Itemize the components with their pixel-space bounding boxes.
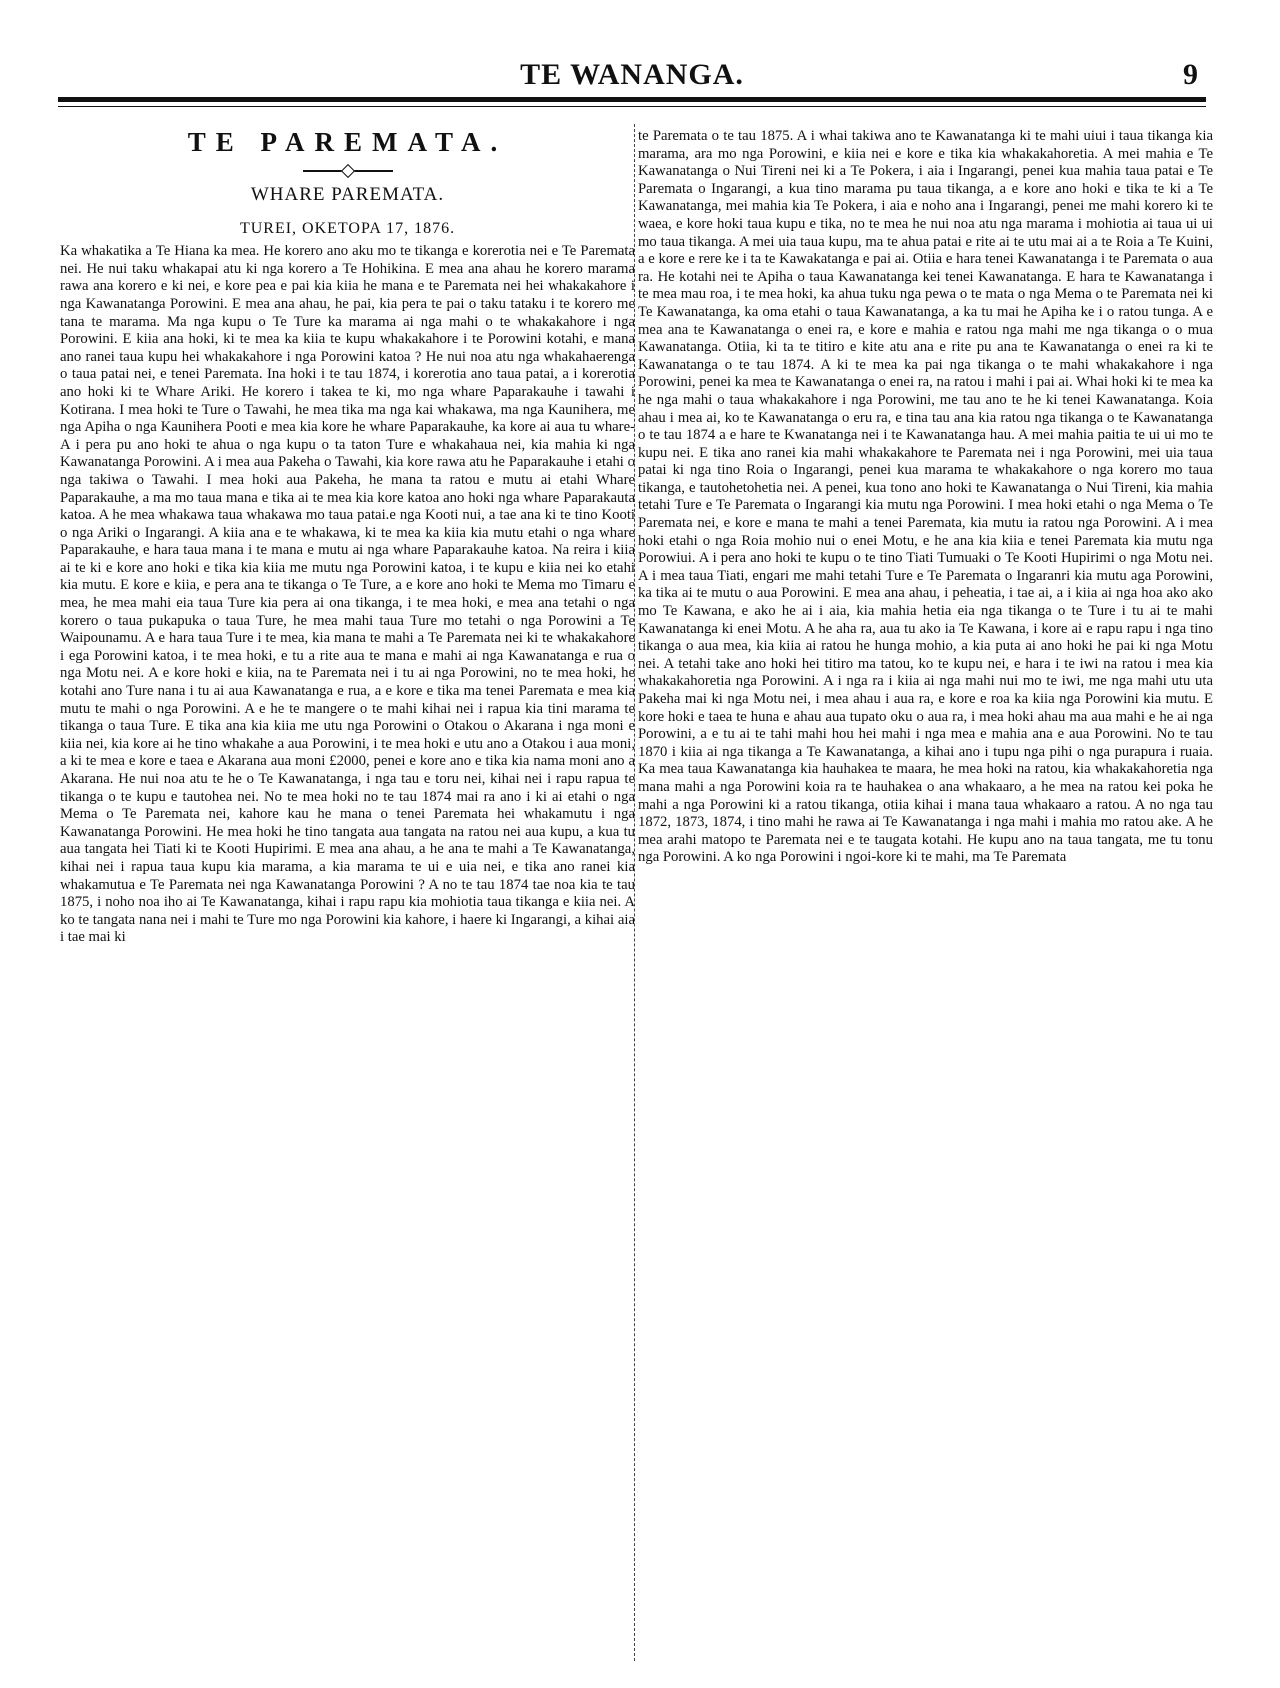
header-rule-thick: [58, 97, 1206, 102]
running-title: TE WANANGA.: [520, 58, 744, 91]
left-column: [60, 126, 635, 1661]
page-number: 9: [1183, 58, 1198, 91]
diamond-ornament-icon: [340, 164, 354, 178]
right-column-text: te Paremata o te tau 1875. A i whai takiwa ano te Kawanatanga ki te mahi uiui i taua tikanga kia marama, ara mo nga Porowini, e kiia nei e kore e tika kia whakakahoretia. A mei mahia e Te Kawanatanga o Nui Tireni nei ki a Te Pokera, i aia i Ingarangi, penei kua mahia taua patai e Te Paremata o Ingarangi, a kua tino marama pu taua tikanga, a e kore ano hoki e tika te ki a Te Kawanatanga, mei mahia kia Te Pokera, i aia e noho ana i Ingarangi, penei me mahi korero ki te waea, e kore hoki taua kupu e tika, no te mea he nui noa atu nga marama i mohiotia ai taua ui ui mo taua tikanga. A mei uia taua kupu, ma te ahua patai e rite ai te utu mai ai a te Roia a Te Kuini, a e kore e rere ke i ta te Kawakatanga e pai ai. Otiia e hara tenei Kawanatanga i te Paremata o aua ra. He kotahi nei te Apiha o taua Kawanatanga kei tenei Kawanatanga. E hara te Kawanatanga i te mea mau roa, i te mea hoki, ka ahua tuku nga pewa o te mata o nga Mema o te Paremata nei ki Te Kawanatanga, ka oma etahi o taua Kawanatanga, a ka tu mai he Apiha ke i o ratou tunga. A e mea ana te Kawanatanga o enei ra, e kore e mahia e ratou nga mahi me nga tikanga o o mua Kawanatanga. Otiia, ki ta te titiro e kite atu ana e rite pu ana te Kawanatanga o enei ra ki te Kawanatanga o te tau 1874. A ki te mea ka pai nga tikanga o te mahi whakakahore i nga Porowini, penei ka mea te Kawanatanga o enei ra, na ratou i mahi i pai ai. Whai hoki ki te mea ka he nga mahi o taua whakakahore i nga Porowini, me tau ano te he ki tenei Kawanatanga. Koia ahau i mea ai, ko te Kawanatanga o eru ra, e tina tau ana kia ratou nga tikanga o te Kawanatanga o te tau 1874 a e hare te Kwanatanga nei i te Kawanatanga hau. A mei mahia paitia te ui ui mo te kupu nei. E tika ano ranei kia mahi whakakahore te Paremata nei i nga Porowini, mei uia taua patai ki nga tino Roia o Ingarangi, penei kua marama te whakakahore o nga korero mo taua tikanga, e tautohetohetia nei. A penei, kua tono ano hoki te Kawanatanga o Nui Tireni, kia mahia tetahi Ture e Te Paremata o Ingarangi kia mutu nga Porowini. I mea hoki etahi o nga Mema o Te Paremata nei, e kore e mana te mahi a tenei Paremata, kia mutu ia ratou nga Porowini. A i mea hoki etahi o nga Roia mohio nui o enei Motu, e he ana kia kiia e tenei Paremata kia mutu nga Porowiui. A i pera ano hoki te kupu o te tino Tiati Tumuaki o Te Kooti Hupirimi o nga Motu nei. A i mea taua Tiati, engari me mahi tetahi Ture e Te Paremata o Ingaranri kia mutu aga Porowini, ka tika ai te mutu o aua Porowini. E mea ana ahau, i peheatia, i tae ai, a i kiia ai nga hoa ako ako mo Te Kawana, e ako he ai i aia, kia mahia hetia eia nga tikanga o te Ture i tu ai te mahi Kawanatanga ki enei Motu. A he aha ra, aua tu ako ia Te Kawana, i kore ai e rapu rapu i nga tino tikanga o aua mea, kia kiia ai ratou he hunga mohio, a kia puta ai ano hoki he pai ki nga Motu nei. A tetahi take ano hoki hei titiro ma tatou, ko te kupu nei, e hara i te iwi na ratou i mea kia whakakahoretia nga Porowini. A i nga ra i kiia ai nga mahi nui mo te iwi, me nga mahi utu uta Pakeha mai ki nga Motu nei, i mea ahau i aua ra, e kore e roa ka kiia nga Porowini kia mutu. E kore hoki e taea te huna e ahau aua tupato oku o aua ra, i mea hoki ahau ma aua mahi e he ai nga Porowini, a e tu ai te tahi mahi hou hei mahi i nga mea e mahia ana e aua Porowini. No te tau 1870 i kiia ai nga tikanga a Te Kawanatanga, a kihai ano i tupu nga pihi o nga purapura i ruaia. Ka mea taua Kawanatanga kia hauhakea te maara, he mea hoki na ratou, kia whakakahoretia nga mana mahi a nga Porowini koia ra te hauhakea o ana whakaaro, a he mea na ratou kei poka he mahi a nga Porowini ki a ratou tikanga, otiia kihai i mana taua whakaaro a ratou. A no nga tau 1872, 1873, 1874, i tino mahi he rawa ai Te Kawanatanga i nga mahi i mahia mo ratou ake. A he mea arahi matopo te Paremata nei e te taugata kotahi. He kupu ano na taua tangata, me tu tonu nga Porowini. A ko nga Porowini i ngoi-kore ki te mahi, ma Te Paremata: [638, 128, 1213, 866]
page-header: [58, 58, 1206, 98]
header-rule-thin: [58, 106, 1206, 107]
left-column-text: Ka whakatika a Te Hiana ka mea. He korero ano aku mo te tikanga e korerotia nei e Te Paremata nei. He nui taku whakapai atu ki nga korero a Te Hohikina. E mea ana ahau he korero marama rawa ana korero e ki nei, e kore pea e pai kia kiia he mana e te Paremata nei hei whakakahore i nga Kawanatanga Porowini. E mea ana ahau, he pai, kia pera te pai o taku tataku i te korero me tana te marama. Ma nga kupu o Te Ture ka marama ai nga mahi o te whakakahore i nga Porowini. E kiia ana hoki, ki te mea ka kiia te kupu whakakahore i te Porowini kotahi, e mana ano ranei taua kupu hei whakakahore i nga Porowini katoa ? He nui noa atu nga whakahaerenga o taua patai nei, e tenei Paremata. Ina hoki i te tau 1874, i korerotia ano taua patai, a i korerotia ano hoki ki te Whare Ariki. He korero i takea te ki, mo nga whare Paparakauhe i tawahi i Kotirana. I mea hoki te Ture o Tawahi, he mea tika ma nga kai whakawa, ma nga Kaunihera, me nga Apiha o nga Kaunihera Pooti e mea kia kore he whare Paparakauhe, ka kore ai aua tu whare- A i pera pu ano hoki te ahua o nga kupu o ta taton Ture e whakahaua nei, kia mahia ki nga Kawanatanga Porowini. A i mea aua Pakeha o Tawahi, kia kore rawa atu he Paparakauhe i etahi o nga takiwa o Tawahi. I mea hoki aua Pakeha, he mana ta ratou e mutu ai etahi Whare Paparakauhe, a ma mo taua mana e tika ai te mea kia kore katoa ano hoki nga whare Paparakauta katoa. A he mea whakawa taua whakawa mo taua patai.e nga Kooti nui, a tae ana ki te tino Kooti o nga Ariki o Ingarangi. A kiia ana e te whakawa, ki te mea ka kiia kia mutu etahi o nga whare Paparakauhe, e hara taua mana i te mana e mutu ai nga whare Paparakauhe katoa. Na reira i kiia ai te ki e kore ano hoki e tika kia kiia me mutu nga Porowini katoa, i te kupu e kiia nei ko etahi kia mutu. E kore e kiia, e pera ana te tikanga o Te Ture, a e kore ano hoki te Mema mo Timaru e mea, he mea mahi eia taua Ture kia pera ai ona tikanga, i te mea hoki, e mea ana tetahi o nga korero o taua pukapuka o taua Ture, he mea mahi taua Ture mo tetahi o nga Porowini a Te Waipounamu. A e hara taua Ture i te mea, kia mana te mahi a Te Paremata nei ki te whakakahore i ega Porowini katoa, i te mea hoki, e tu a rite aua te mana e mahi ai nga Kawanatanga e rua o nga Motu nei. A e kore hoki e kiia, na te Paremata nei i tu ai nga Porowini, no te mea hoki, he kotahi ano Ture nana i tu ai aua Kawanatanga e rua, a e kore e tika ma tenei Paremata e mea kia mutu te mahi o nga Porowini. A e he te mangere o te mahi kihai nei i rapua kia tini marama te tikanga o taua Ture. E tika ana kia kiia me utu nga Porowini o Otakou o Akarana i nga moni e kiia nei, kia kore ai he tino whakahe a aua Porowini, i te mea hoki e utu ano a Otakou i aua moni, a ki te mea e kore e taea e Akarana aua moni £2000, penei e kore ano e tika kia nama moni ano a Akarana. He nui noa atu te he o Te Kawanatanga, i nga tau e toru nei, kihai nei i rapu rapua te tikanga o te kupu e tautohea nei. No te mea hoki no te tau 1874 mai ra ano i ki ai etahi o nga Mema o Te Paremata nei, kahore kau he mana o tenei Paremata hei whakamutu i nga Kawanatanga Porowini. He mea hoki he tino tangata aua tangata na ratou nei aua kupu, a kua tu aua tangata hei Tiati ki te Kooti Hupirimi. E mea ana ahau, a he ana te mahi a Te Kawanatanga, kihai nei i rapua taua kupu kia marama, a kia marama te ui e uia nei, e tika ano ranei kia whakamutua e Te Paremata nei nga Kawanatanga Porowini ? A no te tau 1874 tae noa kia te tau 1875, i noho noa iho ai Te Kawanatanga, kihai i rapu rapu kia mohiotia taua tikanga e kiia nei. A ko te tangata nana nei i mahi te Ture mo nga Porowini kia kahore, i haere ki Ingarangi, a kihai aia i tae mai ki: [60, 243, 635, 946]
article-dateline: TUREI, OKETOPA 17, 1876.: [239, 219, 456, 237]
column-divider: [634, 124, 635, 1661]
right-column: [638, 128, 1213, 1658]
ornament-divider: [303, 166, 393, 176]
section-title: TE PAREMATA.: [187, 127, 508, 157]
article-subtitle: WHARE PAREMATA.: [250, 184, 445, 205]
